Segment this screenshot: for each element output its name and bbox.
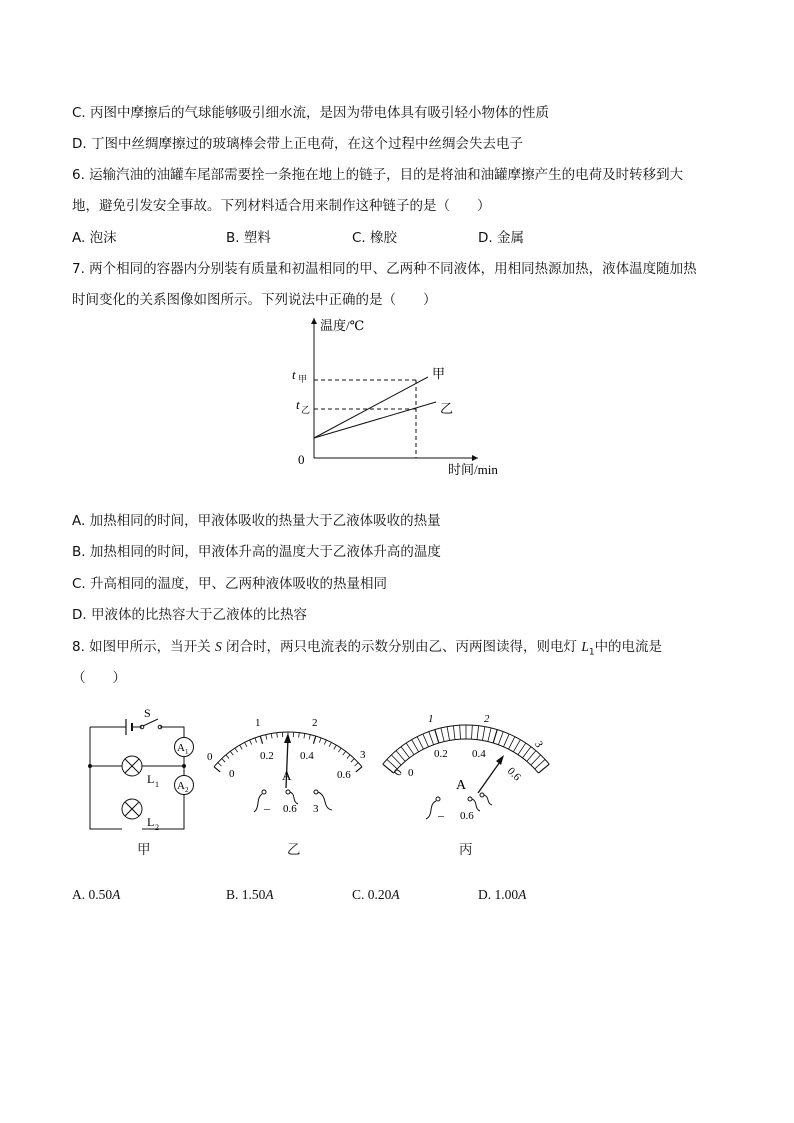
yi-term-3: 3 xyxy=(313,803,319,815)
q6-option-a: A. 泡沫 xyxy=(72,230,117,246)
bing-top-1: 1 xyxy=(428,713,434,725)
dial-tick xyxy=(313,736,315,744)
dial-tick xyxy=(441,728,444,742)
dial-tick xyxy=(355,763,359,766)
ammeter-a2-sub: 2 xyxy=(185,786,189,794)
dial-tick xyxy=(240,745,243,749)
dial-tick xyxy=(277,733,278,738)
q7-stem-line1: 7. 两个相同的容器内分别装有质量和初温相同的甲、乙两种不同液体，用相同热源加热，液体温度随加热 xyxy=(72,261,697,277)
dial-tick xyxy=(356,767,362,772)
dial-tick xyxy=(518,743,526,755)
line-yi xyxy=(314,402,436,438)
bing-needle xyxy=(478,759,502,793)
q8-lamp-var: L xyxy=(581,639,589,654)
q8-stem-mid: 闭合时，两只电流表的示数分别由乙、丙两图读得，则电灯 xyxy=(221,639,582,655)
line-jia xyxy=(314,377,428,438)
q8-switch-var: S xyxy=(214,639,222,654)
dial-tick xyxy=(218,763,222,766)
temperature-time-graph xyxy=(280,310,520,480)
q8-option-c: C. 0.20A xyxy=(352,887,400,902)
dial-tick xyxy=(417,737,423,749)
q8-option-b: B. 1.50A xyxy=(226,887,274,902)
dial-tick xyxy=(222,759,225,763)
dial-tick xyxy=(447,727,449,741)
lamp-l2-label: L xyxy=(147,815,155,829)
dial-tick xyxy=(482,727,484,741)
q7-option-a: A. 加热相同的时间，甲液体吸收的热量大于乙液体吸收的热量 xyxy=(72,513,441,529)
q8-option-d: D. 1.00A xyxy=(478,887,527,902)
q8-stem-line2: （ ） xyxy=(72,670,126,686)
caption-yi: 乙 xyxy=(287,842,301,858)
dial-tick xyxy=(498,732,503,745)
yi-top-2: 2 xyxy=(312,717,318,729)
caption-jia: 甲 xyxy=(137,842,151,858)
dial-tick xyxy=(338,748,341,752)
t-jia-sub: 甲 xyxy=(298,374,308,384)
t-yi-sub: 乙 xyxy=(301,405,311,415)
circuit-diagram xyxy=(82,705,208,835)
dial-tick xyxy=(304,733,305,738)
ammeter-a1-label: A xyxy=(177,742,185,754)
ammeter-a1-sub: 1 xyxy=(185,748,189,756)
line-yi-label: 乙 xyxy=(440,401,454,416)
switch-lever xyxy=(143,719,158,726)
lamp-l2-sub: 2 xyxy=(155,823,159,832)
dial-tick xyxy=(309,735,310,740)
dial-tick xyxy=(351,759,354,763)
lamp-l1-sub: 1 xyxy=(155,780,159,789)
dial-tick xyxy=(266,735,267,740)
dial-tick xyxy=(260,736,262,744)
q7-stem-line2: 时间变化的关系图像如图所示。下列说法中正确的是（ ） xyxy=(72,292,437,308)
bing-unit: A xyxy=(456,778,467,793)
dial-tick xyxy=(271,733,272,738)
bing-term-06: 0.6 xyxy=(460,810,474,822)
q5-option-d: D. 丁图中丝绸摩擦过的玻璃棒会带上正电荷，在这个过程中丝绸会失去电子 xyxy=(72,136,523,152)
yi-top-0: 0 xyxy=(207,751,213,763)
yi-bottom-0: 0 xyxy=(229,768,235,780)
dial-tick xyxy=(347,755,350,759)
bing-bottom-0: 0 xyxy=(408,767,414,779)
dial-tick xyxy=(319,738,321,743)
q5-option-c: C. 丙图中摩擦后的气球能够吸引细水流，是因为带电体具有吸引轻小物体的性质 xyxy=(72,105,550,121)
yi-term-06: 0.6 xyxy=(283,803,297,815)
dial-tick xyxy=(472,725,473,739)
dial-tick xyxy=(324,740,326,745)
ammeter-dial-yi xyxy=(200,710,380,822)
dial-tick xyxy=(460,725,461,739)
origin-label: 0 xyxy=(298,452,305,467)
q8-stem-post: 中的电流是 xyxy=(594,639,663,655)
q6-option-d: D. 金属 xyxy=(478,230,524,246)
bing-bottom-3: 0.6 xyxy=(504,765,524,784)
q6-stem-line2: 地，避免引发安全事故。下列材料适合用来制作这种链子的是（ ） xyxy=(72,198,491,214)
bing-top-2: 2 xyxy=(484,713,490,725)
dial-tick xyxy=(343,751,346,755)
line-jia-label: 甲 xyxy=(432,366,446,381)
dial-tick xyxy=(387,759,397,769)
y-axis-label: 温度/℃ xyxy=(320,318,365,333)
dial-tick xyxy=(235,748,238,752)
dial-tick xyxy=(391,755,401,765)
bing-bottom-2: 0.4 xyxy=(472,748,486,760)
dial-tick xyxy=(535,759,545,769)
dial-tick xyxy=(334,745,337,749)
ammeter-a2-label: A xyxy=(177,780,185,792)
bing-bottom-1: 0.2 xyxy=(434,748,448,760)
q7-option-d: D. 甲液体的比热容大于乙液体的比热容 xyxy=(72,607,307,623)
dial-tick xyxy=(538,764,549,773)
dial-tick xyxy=(504,734,510,747)
dial-tick xyxy=(527,751,536,762)
q6-option-c: C. 橡胶 xyxy=(352,230,398,246)
dial-bing-scale xyxy=(383,725,549,773)
lamp-l1-label: L xyxy=(147,772,155,786)
yi-bottom-2: 0.4 xyxy=(300,750,314,762)
dial-tick xyxy=(214,767,220,772)
yi-bottom-1: 0.2 xyxy=(260,750,274,762)
dial-tick xyxy=(255,738,257,743)
q7-option-c: C. 升高相同的温度，甲、乙两种液体吸收的热量相同 xyxy=(72,576,388,592)
dial-tick xyxy=(245,742,247,746)
dial-tick xyxy=(493,730,497,743)
yi-bottom-3: 0.6 xyxy=(337,769,351,781)
bing-top-0: 0 xyxy=(391,767,405,778)
dial-tick xyxy=(329,742,331,746)
t-yi-label: t xyxy=(296,397,300,412)
dial-tick xyxy=(429,732,434,745)
q8-lamp-sub: 1 xyxy=(588,647,595,658)
dial-tick xyxy=(396,751,405,762)
yi-term-minus: – xyxy=(264,801,270,815)
q8-option-a: A. 0.50A xyxy=(72,887,121,902)
dial-tick xyxy=(230,751,233,755)
q8-stem-line1 xyxy=(72,638,662,662)
yi-unit: A xyxy=(282,768,292,783)
x-axis-label: 时间/min xyxy=(448,462,498,477)
bing-top-3: 3 xyxy=(531,739,546,750)
q7-option-b: B. 加热相同的时间，甲液体升高的温度大于乙液体升高的温度 xyxy=(72,544,441,560)
dial-tick xyxy=(523,747,531,758)
dial-tick xyxy=(401,747,409,758)
dial-tick xyxy=(423,734,429,747)
dial-tick xyxy=(488,728,491,742)
yi-top-3: 3 xyxy=(360,749,366,761)
q8-stem-pre: 8. 如图甲所示，当开关 xyxy=(72,639,215,655)
dial-tick xyxy=(531,755,541,765)
dial-tick xyxy=(435,730,439,743)
bing-term-minus: – xyxy=(438,808,444,822)
dial-tick xyxy=(453,726,455,740)
q6-stem-line1: 6. 运输汽油的油罐车尾部需要拴一条拖在地上的链子，目的是将油和油罐摩擦产生的电荷及时转移到大 xyxy=(72,167,684,183)
dial-tick xyxy=(406,743,414,755)
dial-tick xyxy=(299,733,300,738)
dial-tick xyxy=(513,740,520,752)
dial-tick xyxy=(508,737,514,749)
ammeter-dial-bing xyxy=(378,705,558,830)
dial-tick xyxy=(226,755,229,759)
caption-bing: 丙 xyxy=(459,842,473,858)
dial-tick xyxy=(412,740,419,752)
switch-label: S xyxy=(144,706,151,720)
dial-tick xyxy=(250,740,252,745)
t-jia-label: t xyxy=(292,367,296,382)
yi-top-1: 1 xyxy=(255,717,261,729)
dial-tick xyxy=(477,726,479,740)
q6-option-b: B. 塑料 xyxy=(226,230,271,246)
